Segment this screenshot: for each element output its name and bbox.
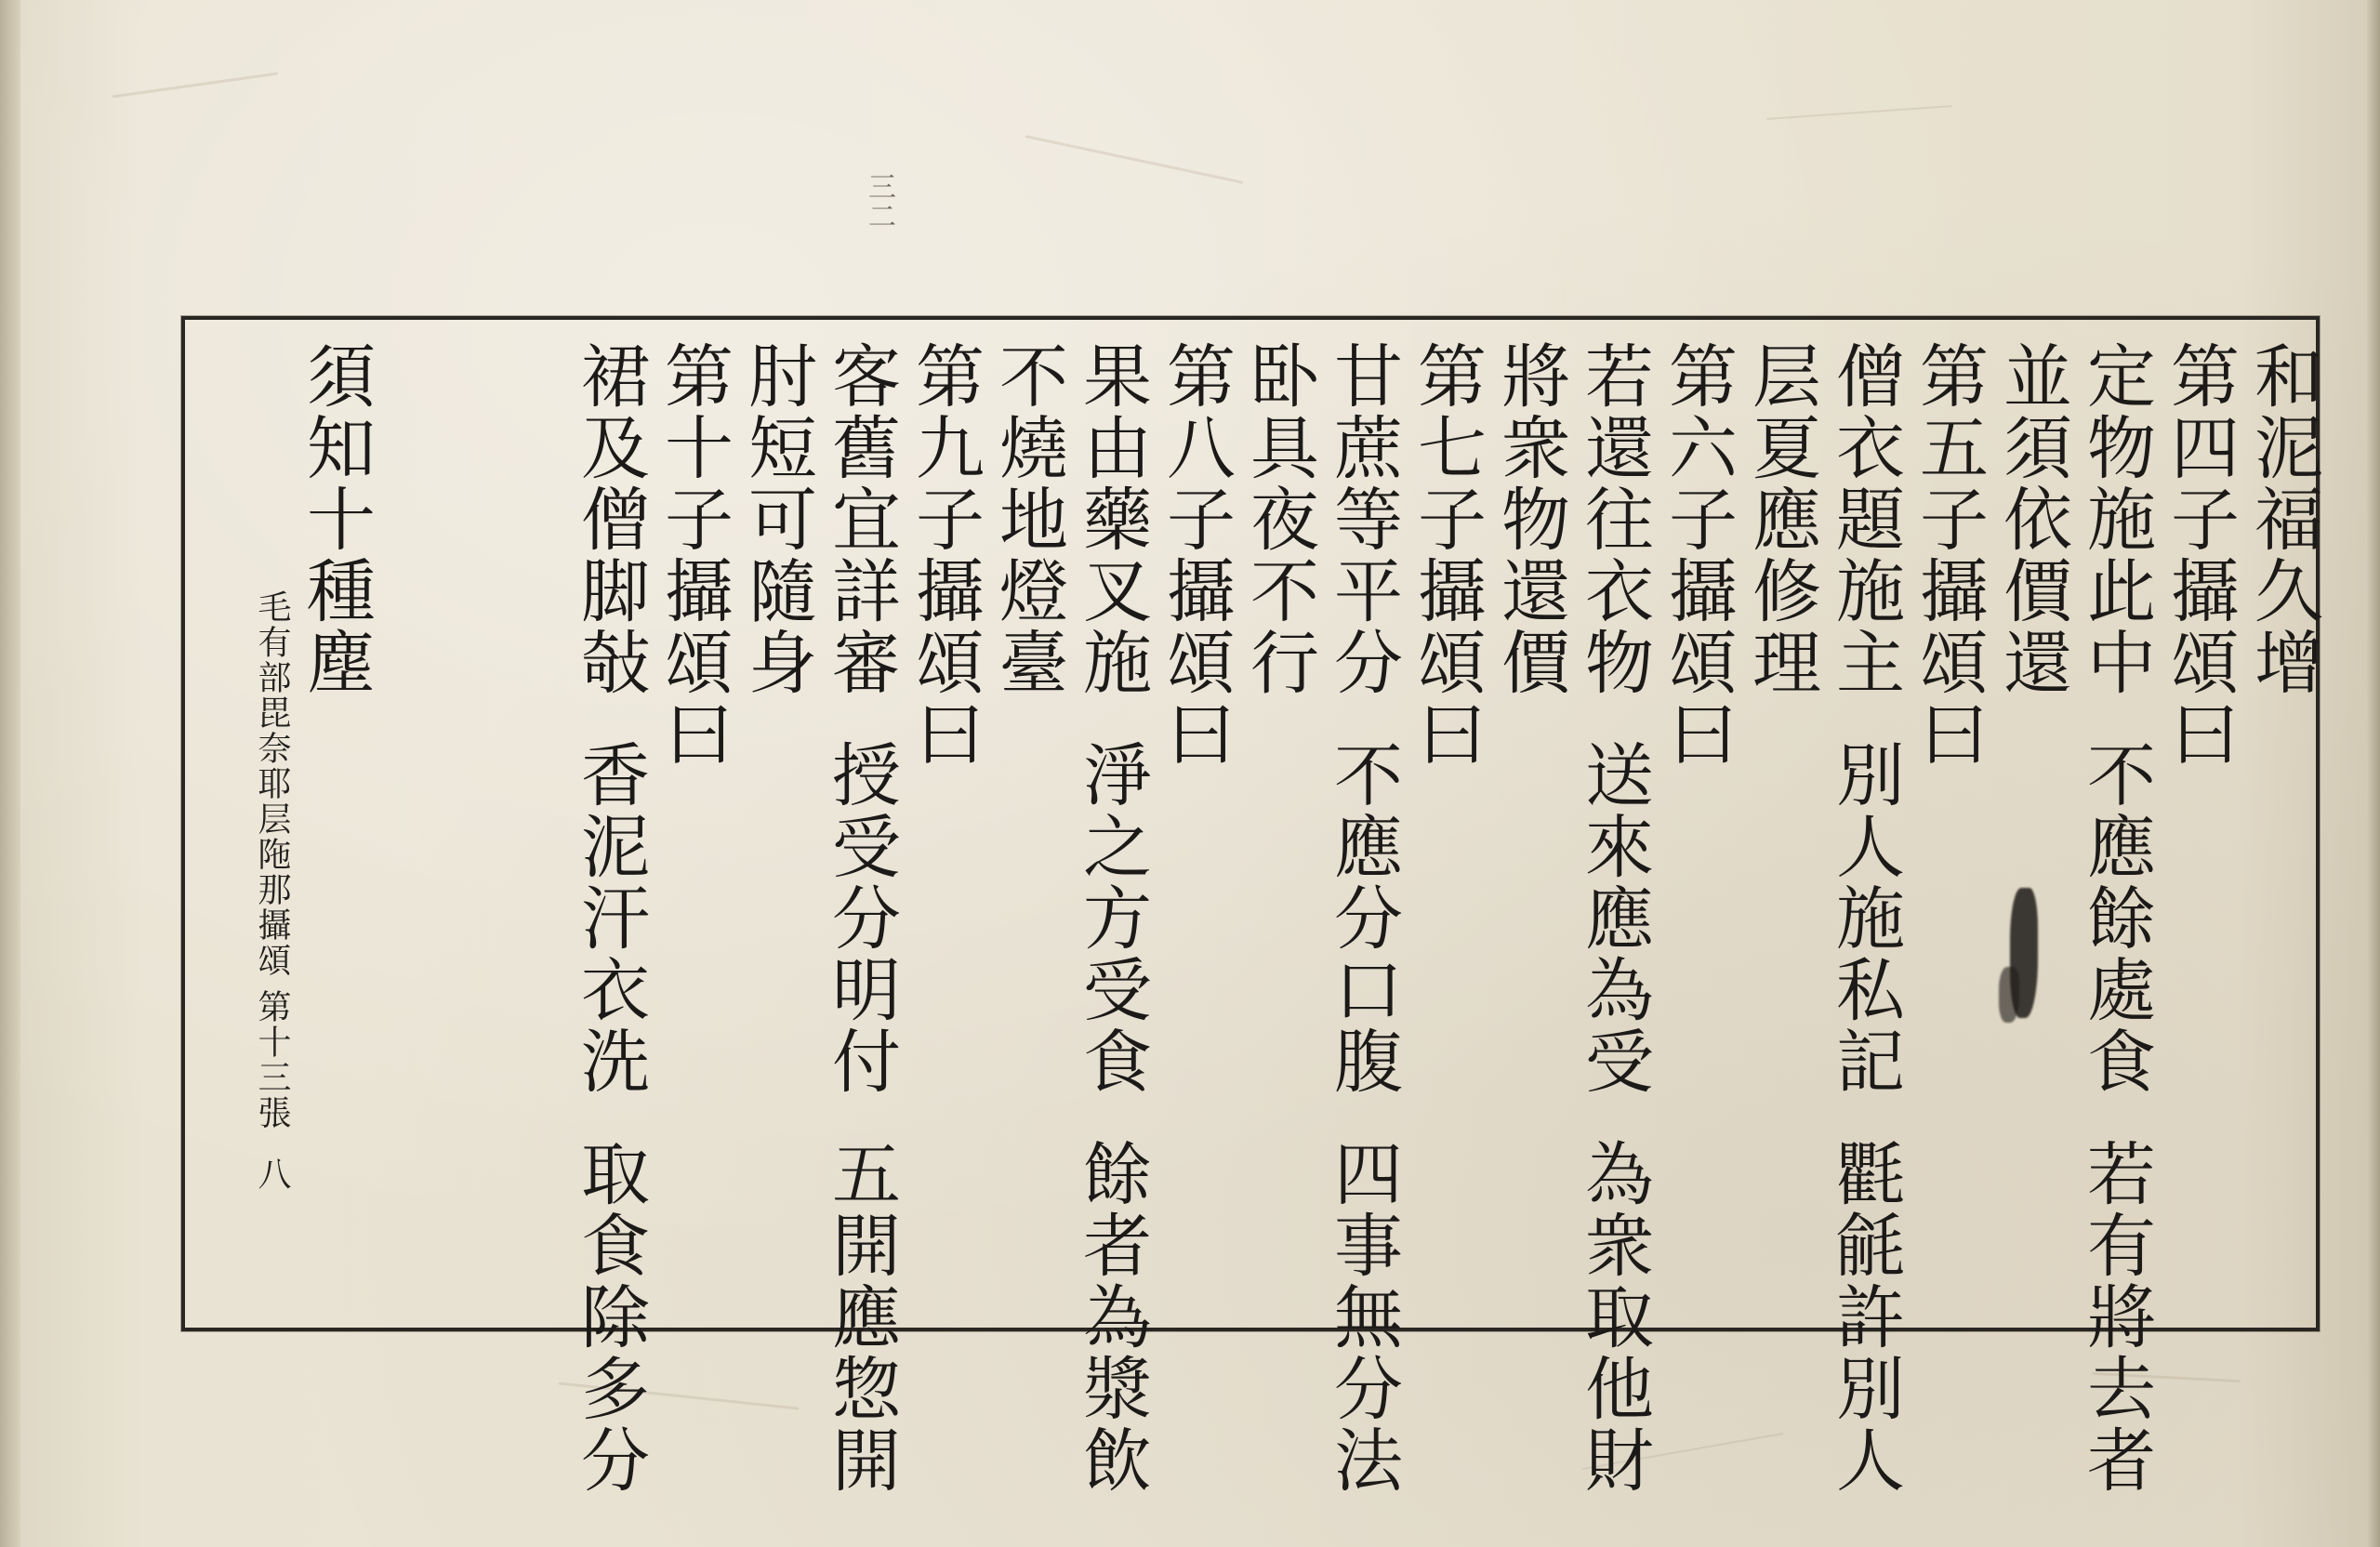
text-segment: 第九子攝頌曰 [905,340,985,770]
paper-fiber [1766,105,1952,120]
text-segment: 甘蔗等平分 [1323,340,1403,698]
text-column-5 [1909,340,1989,770]
text-segment: 定物施此中 [2076,340,2156,698]
binding-edge-left [0,0,20,1547]
binding-edge-right [2367,0,2380,1547]
text-column-7 [1741,340,1821,698]
text-column-21 [570,340,650,1496]
text-segment: 香泥汗衣洗 [570,739,650,1097]
footer-page-mark: 八 [253,1157,291,1192]
text-segment: 須知十種塵 [296,340,376,698]
text-segment: 裙及僧脚敧 [570,340,650,698]
text-column-10 [1490,340,1570,698]
text-segment: 客舊宜詳審 [821,340,901,698]
footer-page-label: 第十三張 [253,989,291,1130]
text-segment: 送來應為受 [1574,739,1654,1097]
text-column-17 [905,340,985,770]
text-column-6 [1825,340,1905,1496]
text-segment: 和泥福久增 [2243,340,2323,698]
text-segment: 取食除多分 [570,1138,650,1496]
text-column-4 [1992,340,2072,698]
text-column-9 [1574,340,1654,1496]
text-segment: 若有將去者 [2076,1138,2156,1496]
text-column-15 [1072,340,1152,1496]
text-segment: 若還往衣物 [1574,340,1654,698]
text-column-13 [1239,340,1319,698]
paper-fiber [112,72,279,98]
text-column-8 [1658,340,1738,770]
printed-frame [181,316,2323,1496]
text-segment: 第十子攝頌曰 [654,340,734,770]
text-column-2 [2160,340,2240,770]
text-segment: 氍毹許別人 [1825,1138,1905,1496]
text-segment: 不應分口腹 [1323,739,1403,1097]
text-segment: 肘短可隨身 [737,340,817,698]
text-column-12 [1323,340,1403,1496]
text-column-14 [1156,340,1236,770]
text-segment: 別人施私記 [1825,739,1905,1097]
text-segment: 卧具夜不行 [1239,340,1319,698]
text-column-22 [296,340,376,698]
text-segment: 五開應惣開 [821,1138,901,1496]
ink-smudge [1999,967,2019,1023]
text-segment: 並須依價還 [1992,340,2072,698]
text-segment: 果由藥叉施 [1072,340,1152,698]
text-segment: 授受分明付 [821,739,901,1097]
text-column-11 [1407,340,1487,770]
text-segment: 將衆物還價 [1490,340,1570,698]
text-segment: 第四子攝頌曰 [2160,340,2240,770]
text-segment: 层夏應修理 [1741,340,1821,698]
text-segment: 第五子攝頌曰 [1909,340,1989,770]
text-segment: 第六子攝頌曰 [1658,340,1738,770]
top-marks: 三二 [863,172,895,231]
text-segment: 不應餘處食 [2076,739,2156,1097]
paper-fiber [1025,135,1243,184]
text-segment: 淨之方受食 [1072,739,1152,1097]
text-segment: 為衆取他財 [1574,1138,1654,1496]
text-column-3 [2076,340,2156,1496]
text-segment: 第八子攝頌曰 [1156,340,1236,770]
text-segment: 第七子攝頌曰 [1407,340,1487,770]
text-segment: 不燒地燈臺 [988,340,1068,698]
text-segment: 餘者為漿飲 [1072,1138,1152,1496]
text-segment: 四事無分法 [1323,1138,1403,1496]
text-segment: 僧衣題施主 [1825,340,1905,698]
footer-title: 毛有部毘奈耶层陁那攝頌 [253,589,291,978]
text-column-1 [2243,340,2323,698]
text-column-16 [988,340,1068,698]
text-column-18 [821,340,901,1496]
text-column-19 [737,340,817,698]
text-column-20 [654,340,734,770]
